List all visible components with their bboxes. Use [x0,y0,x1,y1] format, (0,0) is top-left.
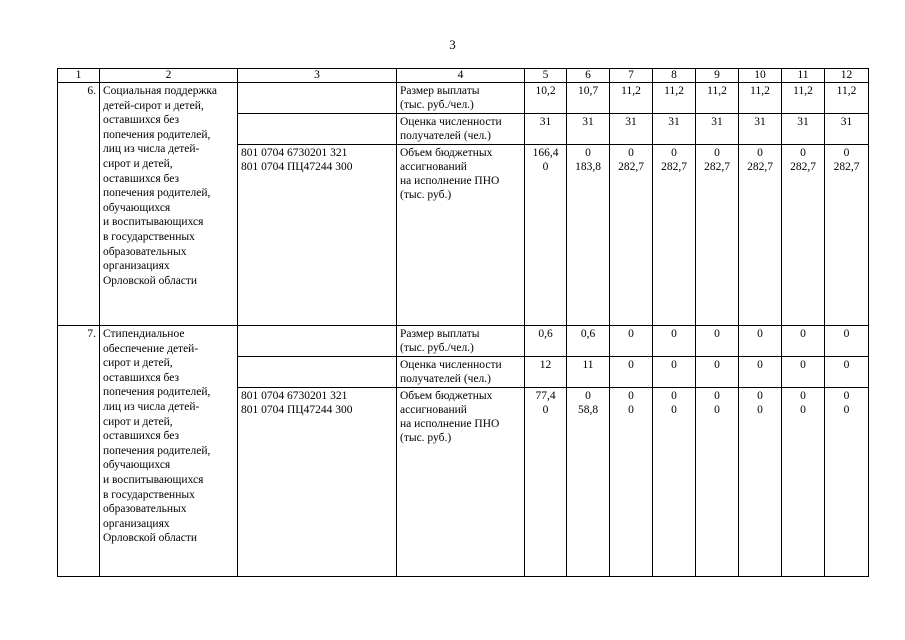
value-line: 0 [757,359,763,371]
col-header: 7 [610,69,653,83]
indicator-name [397,357,525,388]
col-header: 8 [653,69,696,83]
value-cell [825,357,869,388]
value-line: 31 [668,116,680,128]
value-line: 282,7 [747,161,773,173]
description-line: и воспитывающихся [103,473,204,486]
value-line: 0 [757,147,763,159]
value-cell [567,357,610,388]
description-line: Стипендиальное [103,328,185,340]
value-line: 282,7 [704,161,730,173]
value-line: 0 [671,404,677,416]
indicator-name-line: Оценка численности [400,359,502,371]
description-line: оставшихся без [103,172,180,185]
row-description [100,326,238,577]
value-line: 0 [800,328,806,340]
description-line: обучающихся [103,201,171,214]
col-header: 5 [525,69,567,83]
value-line: 0 [800,147,806,159]
value-line: 282,7 [790,161,816,173]
budget-code-cell [238,114,397,145]
description-line: в государственных [103,488,195,501]
value-cell [567,326,610,357]
indicator-name-line: Размер выплаты [400,85,480,97]
value-line: 0 [671,328,677,340]
value-cell [696,83,739,114]
value-cell [739,83,782,114]
col-header: 12 [825,69,869,83]
indicator-name-line: на исполнение ПНО [400,418,500,430]
value-cell [525,83,567,114]
value-line: 0 [843,328,850,340]
budget-code-cell [238,83,397,114]
value-line: 11,2 [707,85,727,97]
value-line: 0 [671,390,677,402]
description-line: в государственных [103,230,195,243]
value-cell [782,388,825,577]
value-cell [567,114,610,145]
value-line: 0 [714,147,720,159]
indicator-name-line: (тыс. руб./чел.) [400,342,474,354]
col-header: 4 [397,69,525,83]
value-cell [696,114,739,145]
value-cell [782,326,825,357]
value-cell [782,357,825,388]
col-header: 2 [100,69,238,83]
indicator-name [397,114,525,145]
value-cell [525,114,567,145]
value-line: 0 [800,359,806,371]
value-cell [610,388,653,577]
description-line: лиц из числа детей- [103,400,200,413]
value-cell [739,326,782,357]
value-line: 0 [800,404,806,416]
description-line: обеспечение детей- [103,342,199,355]
col-header: 9 [696,69,739,83]
description-line: детей-сирот и детей, [103,99,204,112]
indicator-name-line: (тыс. руб./чел.) [400,99,474,111]
value-cell [525,388,567,577]
value-line: 31 [797,116,809,128]
indicator-name-line: Размер выплаты [400,328,480,340]
description-line: лиц из числа детей- [103,143,200,156]
value-line: 166,4 [532,147,559,159]
description-line: и воспитывающихся [103,216,204,229]
value-cell [825,388,869,577]
value-line: 0 [714,390,720,402]
col-header: 3 [238,69,397,83]
budget-code-cell [238,145,397,326]
value-cell [739,114,782,145]
description-line: организациях [103,260,170,273]
value-cell [610,145,653,326]
col-header: 11 [782,69,825,83]
description-line: образовательных [103,245,187,258]
value-cell [653,114,696,145]
value-cell [739,357,782,388]
value-cell [825,145,869,326]
description-line: оставшихся без [103,114,180,127]
value-line: 0 [843,359,850,371]
description-line: попечения родителей, [103,444,211,457]
description-line: попечения родителей, [103,187,211,200]
value-line: 0 [714,328,720,340]
indicator-name-line: (тыс. руб.) [400,432,452,444]
indicator-name-line: ассигнований [400,161,467,173]
value-line: 0 [671,147,677,159]
indicator-name [397,326,525,357]
value-line: 183,8 [575,161,601,173]
indicator-name-line: (тыс. руб.) [400,189,452,201]
value-line: 12 [539,359,552,371]
value-cell [525,357,567,388]
value-cell [739,388,782,577]
value-line: 0 [757,404,763,416]
value-cell [825,83,869,114]
value-line: 11 [582,359,594,371]
value-line: 31 [625,116,637,128]
value-cell [610,326,653,357]
value-cell [525,326,567,357]
value-line: 0 [628,328,634,340]
value-line: 11,2 [750,85,770,97]
value-line: 0 [628,404,634,416]
value-cell [696,357,739,388]
description-line: образовательных [103,503,187,516]
description-line: Социальная поддержка [103,85,217,97]
value-cell [696,145,739,326]
value-line: 58,8 [577,404,599,416]
value-cell [825,326,869,357]
col-header: 10 [739,69,782,83]
value-cell [696,326,739,357]
value-line: 0 [757,390,763,402]
budget-table [57,68,869,577]
value-line: 0 [542,161,549,173]
description-line: сирот и детей, [103,415,173,428]
header-row [58,69,869,83]
value-line: 282,7 [833,161,860,173]
value-line: 0,6 [538,328,553,340]
indicator-name-line: получателей (чел.) [400,373,491,385]
value-line: 31 [539,116,552,128]
value-line: 0 [628,147,634,159]
value-line: 10,2 [535,85,556,97]
value-cell [567,388,610,577]
description-line: оставшихся без [103,371,180,384]
value-cell [610,357,653,388]
budget-code: 801 0704 6730201 321 [241,390,348,402]
value-line: 77,4 [535,390,556,402]
indicator-name [397,83,525,114]
value-cell [567,145,610,326]
value-line: 11,2 [664,85,684,97]
description-line: сирот и детей, [103,357,173,370]
value-line: 31 [582,116,594,128]
budget-code-cell [238,357,397,388]
description-line: Орловской области [103,274,198,287]
value-cell [696,388,739,577]
value-cell [653,83,696,114]
value-line: 0 [843,404,850,416]
value-cell [782,114,825,145]
col-header: 1 [58,69,100,83]
value-cell [653,357,696,388]
value-cell [739,145,782,326]
value-line: 0 [714,359,720,371]
indicator-name-line: Объем бюджетных [400,147,493,159]
value-cell [610,114,653,145]
value-cell [653,388,696,577]
value-line: 282,7 [618,161,644,173]
value-cell [782,83,825,114]
budget-code-cell [238,388,397,577]
value-line: 0 [628,390,634,402]
description-line: попечения родителей, [103,386,211,399]
table-row [58,326,869,357]
value-line: 31 [754,116,766,128]
value-line: 10,7 [577,85,599,97]
budget-code: 801 0704 ПЦ47244 300 [241,404,353,416]
description-line: сирот и детей, [103,157,173,170]
value-line: 31 [711,116,723,128]
indicator-name-line: на исполнение ПНО [400,175,500,187]
indicator-name-line: получателей (чел.) [400,130,491,142]
value-line: 0 [671,359,677,371]
budget-code-cell [238,326,397,357]
indicator-name-line: Оценка численности [400,116,502,128]
value-line: 11,2 [793,85,813,97]
description-line: Орловской области [103,532,198,545]
value-line: 0 [714,404,720,416]
description-line: обучающихся [103,459,171,472]
value-line: 0 [542,404,549,416]
value-line: 0 [800,390,806,402]
value-line: 0 [843,147,850,159]
value-cell [782,145,825,326]
indicator-name [397,388,525,577]
value-cell [567,83,610,114]
value-line: 11,2 [836,85,857,97]
description-line: оставшихся без [103,430,180,443]
value-line: 0,6 [580,328,596,340]
row-index: 6. [58,83,100,326]
indicator-name-line: Объем бюджетных [400,390,493,402]
value-line: 0 [585,390,591,402]
value-line: 11,2 [621,85,641,97]
row-description [100,83,238,326]
budget-code: 801 0704 6730201 321 [241,147,348,159]
value-line: 0 [628,359,634,371]
value-cell [525,145,567,326]
value-cell [610,83,653,114]
value-line: 0 [585,147,591,159]
description-line: попечения родителей, [103,128,211,141]
indicator-name [397,145,525,326]
table-row [58,83,869,114]
indicator-name-line: ассигнований [400,404,467,416]
value-line: 31 [840,116,853,128]
value-cell [653,326,696,357]
description-line: организациях [103,517,170,530]
value-line: 0 [843,390,850,402]
col-header: 6 [567,69,610,83]
page-number: 3 [449,37,456,52]
value-line: 0 [757,328,763,340]
value-cell [825,114,869,145]
value-cell [653,145,696,326]
row-index: 7. [58,326,100,577]
value-line: 282,7 [661,161,687,173]
budget-code: 801 0704 ПЦ47244 300 [241,161,353,173]
